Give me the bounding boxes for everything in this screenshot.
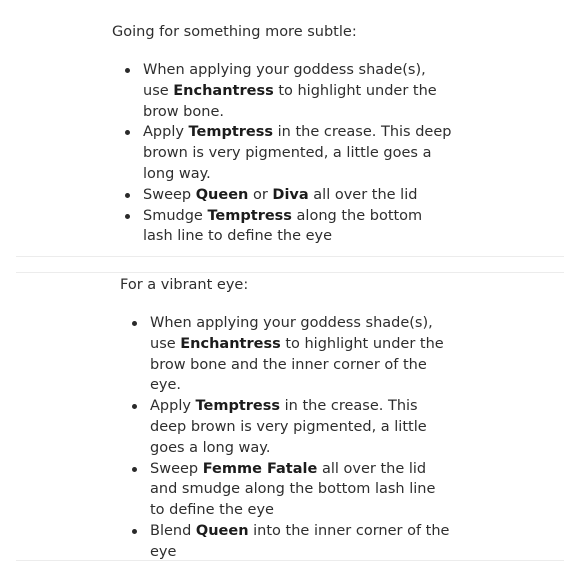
list-item (130, 459, 450, 521)
list-item (123, 60, 453, 122)
list-item (130, 396, 450, 458)
section-divider (16, 256, 564, 257)
step-text: Smudge (143, 207, 208, 224)
subtle-intro: Going for something more subtle: (112, 24, 357, 40)
step-text: When applying your goddess shade(s), use (150, 315, 433, 352)
product-name: Temptress (188, 124, 274, 141)
step-text: in the crease. This deep brown is very pigmented, a little goes a long way. (150, 398, 427, 456)
step-text: Sweep (150, 460, 203, 477)
product-name: Temptress (207, 207, 292, 224)
vibrant-look-section (120, 275, 480, 563)
step-text: or (248, 186, 273, 203)
subtle-look-section (112, 22, 472, 247)
subtle-steps-list (123, 60, 453, 247)
list-item (123, 206, 453, 248)
step-text: Sweep (143, 186, 196, 203)
step-text: in the crease. This deep brown is very pigmented, a little goes a long way. (143, 124, 452, 182)
step-text: Blend (150, 522, 196, 539)
step-text: to highlight under the brow bone and the inner corner of the eye. (150, 335, 444, 394)
product-name: Enchantress (180, 335, 281, 352)
vibrant-intro: For a vibrant eye: (120, 277, 249, 293)
vibrant-steps-list (130, 313, 450, 563)
list-item (123, 122, 453, 184)
step-text: along the bottom lash line to define the eye (143, 207, 423, 245)
section-divider (16, 560, 564, 561)
step-text: into the inner corner of the eye (150, 522, 450, 560)
product-name: Enchantress (173, 82, 274, 99)
product-name: Diva (272, 186, 309, 203)
step-text: to highlight under the brow bone. (143, 82, 437, 120)
section-divider (16, 272, 564, 273)
product-name: Queen (195, 522, 249, 539)
list-item (130, 521, 450, 563)
step-text: Apply (150, 398, 196, 415)
product-name: Temptress (195, 398, 281, 415)
step-text: all over the lid and smudge along the bottom lash line to define the eye (150, 460, 436, 519)
step-text: Apply (143, 124, 189, 141)
step-text: When applying your goddess shade(s), use (143, 62, 426, 99)
product-name: Queen (195, 186, 249, 203)
list-item (123, 185, 453, 206)
product-name: Femme Fatale (202, 460, 318, 477)
step-text: all over the lid (308, 186, 418, 203)
list-item (130, 313, 450, 396)
